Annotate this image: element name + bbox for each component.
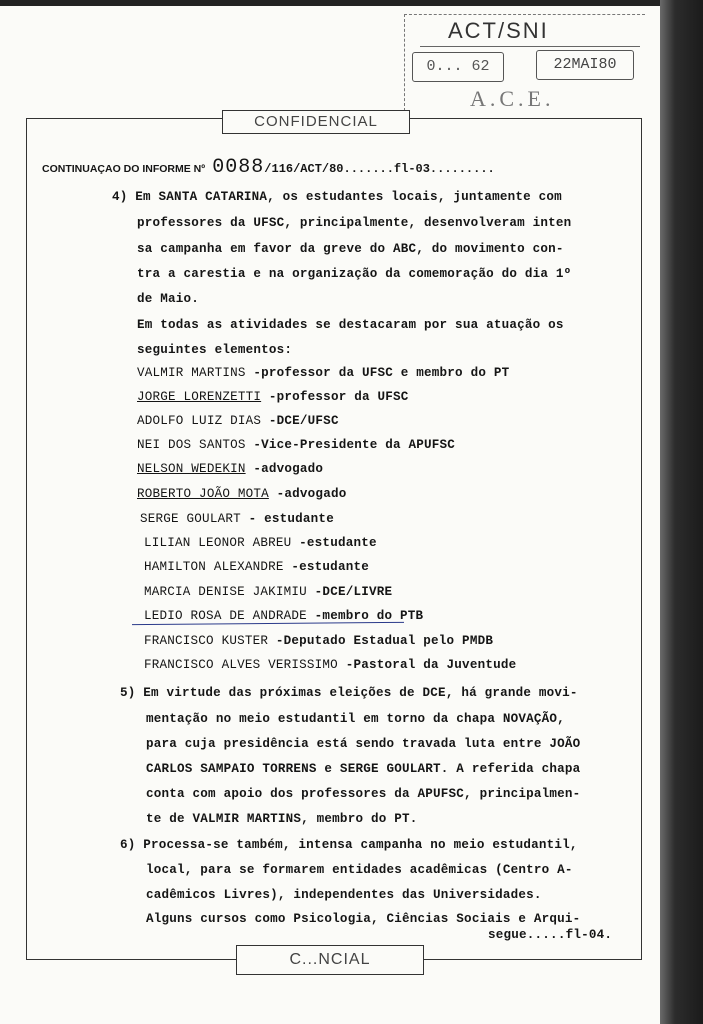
list-item xyxy=(137,487,346,501)
paragraph-5-line: CARLOS SAMPAIO TORRENS e SERGE GOULART. A referida chapa xyxy=(146,762,581,776)
report-reference: /116/ACT/80.......fl-03......... xyxy=(264,162,495,176)
paragraph-4-line: Em todas as atividades se destacaram por sua atuação os xyxy=(137,318,564,332)
stamp-divider xyxy=(420,46,640,47)
person-role: -professor da UFSC e membro do PT xyxy=(245,366,510,380)
paragraph-5-line: conta com apoio dos professores da APUFSC, principalmen- xyxy=(146,787,581,801)
paragraph-6-line: local, para se formarem entidades acadêmicas (Centro A- xyxy=(146,863,573,877)
paragraph-4-line: 4) Em SANTA CATARINA, os estudantes locais, juntamente com xyxy=(112,190,562,204)
person-role: -estudante xyxy=(291,536,377,550)
scan-right-edge xyxy=(660,0,703,1024)
stamp-title: ACT/SNI xyxy=(448,18,549,43)
list-item xyxy=(137,414,339,428)
person-name: NEI DOS SANTOS xyxy=(137,438,246,452)
list-item xyxy=(144,585,392,599)
person-role: -membro do PTB xyxy=(306,609,424,623)
list-item xyxy=(137,390,409,404)
list-item xyxy=(144,609,423,623)
continuation-note: segue.....fl-04. xyxy=(488,928,613,942)
list-item xyxy=(144,658,516,672)
person-name: HAMILTON ALEXANDRE xyxy=(144,560,284,574)
paragraph-5-line: 5) Em virtude das próximas eleições de DCE, há grande movi- xyxy=(120,686,578,700)
person-role: -advogado xyxy=(268,487,347,501)
person-name: FRANCISCO ALVES VERISSIMO xyxy=(144,658,338,672)
list-item xyxy=(137,462,323,476)
header-label: CONTINUAÇAO DO INFORME Nº xyxy=(42,163,206,175)
person-role: -DCE/UFSC xyxy=(261,414,339,428)
person-role: - estudante xyxy=(240,512,334,526)
list-item xyxy=(140,512,334,526)
person-role: -professor da UFSC xyxy=(261,390,409,404)
person-name: FRANCISCO KUSTER xyxy=(144,634,269,648)
person-name: LEDIO ROSA DE ANDRADE xyxy=(144,609,307,623)
paragraph-4-line: de Maio. xyxy=(137,292,200,306)
stamp-date-box: 22MAI80 xyxy=(536,50,634,80)
paragraph-6-line: 6) Processa-se também, intensa campanha no meio estudantil, xyxy=(120,838,578,852)
paragraph-5-line: te de VALMIR MARTINS, membro do PT. xyxy=(146,812,418,826)
person-name: LILIAN LEONOR ABREU xyxy=(144,536,292,550)
stamp-ace: A.C.E. xyxy=(470,86,555,111)
person-role: -DCE/LIVRE xyxy=(306,585,393,599)
person-name: NELSON WEDEKIN xyxy=(137,462,246,476)
person-role: -Pastoral da Juventude xyxy=(337,658,517,672)
person-role: -advogado xyxy=(245,462,324,476)
list-item xyxy=(137,366,509,380)
paragraph-6-line: cadêmicos Livres), independentes das Universidades. xyxy=(146,888,542,902)
paragraph-4-line: sa campanha em favor da greve do ABC, do movimento con- xyxy=(137,242,564,256)
person-name: MARCIA DENISE JAKIMIU xyxy=(144,585,307,599)
report-header xyxy=(42,156,495,179)
confidential-stamp-bottom: C...NCIAL xyxy=(236,945,424,975)
person-name: SERGE GOULART xyxy=(140,512,241,526)
paragraph-5-line: para cuja presidência está sendo travada luta entre JOÃO xyxy=(146,737,581,751)
person-role: -Vice-Presidente da APUFSC xyxy=(245,438,456,452)
list-item xyxy=(137,438,455,452)
person-name: VALMIR MARTINS xyxy=(137,366,246,380)
paragraph-5-line: mentação no meio estudantil em torno da chapa NOVAÇÃO, xyxy=(146,712,565,726)
scan-top-edge xyxy=(0,0,703,6)
paragraph-4-line: professores da UFSC, principalmente, desenvolveram inten xyxy=(137,216,572,230)
list-item xyxy=(144,536,377,550)
report-number: 0088 xyxy=(212,156,265,179)
stamp-number-box: 0... 62 xyxy=(412,52,504,82)
list-item xyxy=(144,634,493,648)
person-role: -Deputado Estadual pelo PMDB xyxy=(268,634,494,648)
paragraph-4-line: seguintes elementos: xyxy=(137,343,293,357)
person-name: JORGE LORENZETTI xyxy=(137,390,262,404)
confidential-stamp-top: CONFIDENCIAL xyxy=(222,110,410,134)
paragraph-6-line: Alguns cursos como Psicologia, Ciências Sociais e Arqui- xyxy=(146,912,581,926)
list-item xyxy=(144,560,369,574)
person-name: ROBERTO JOÃO MOTA xyxy=(137,487,269,501)
person-name: ADOLFO LUIZ DIAS xyxy=(137,414,262,428)
paragraph-4-line: tra a carestia e na organização da comemoração do dia 1º xyxy=(137,267,572,281)
person-role: -estudante xyxy=(283,560,369,574)
